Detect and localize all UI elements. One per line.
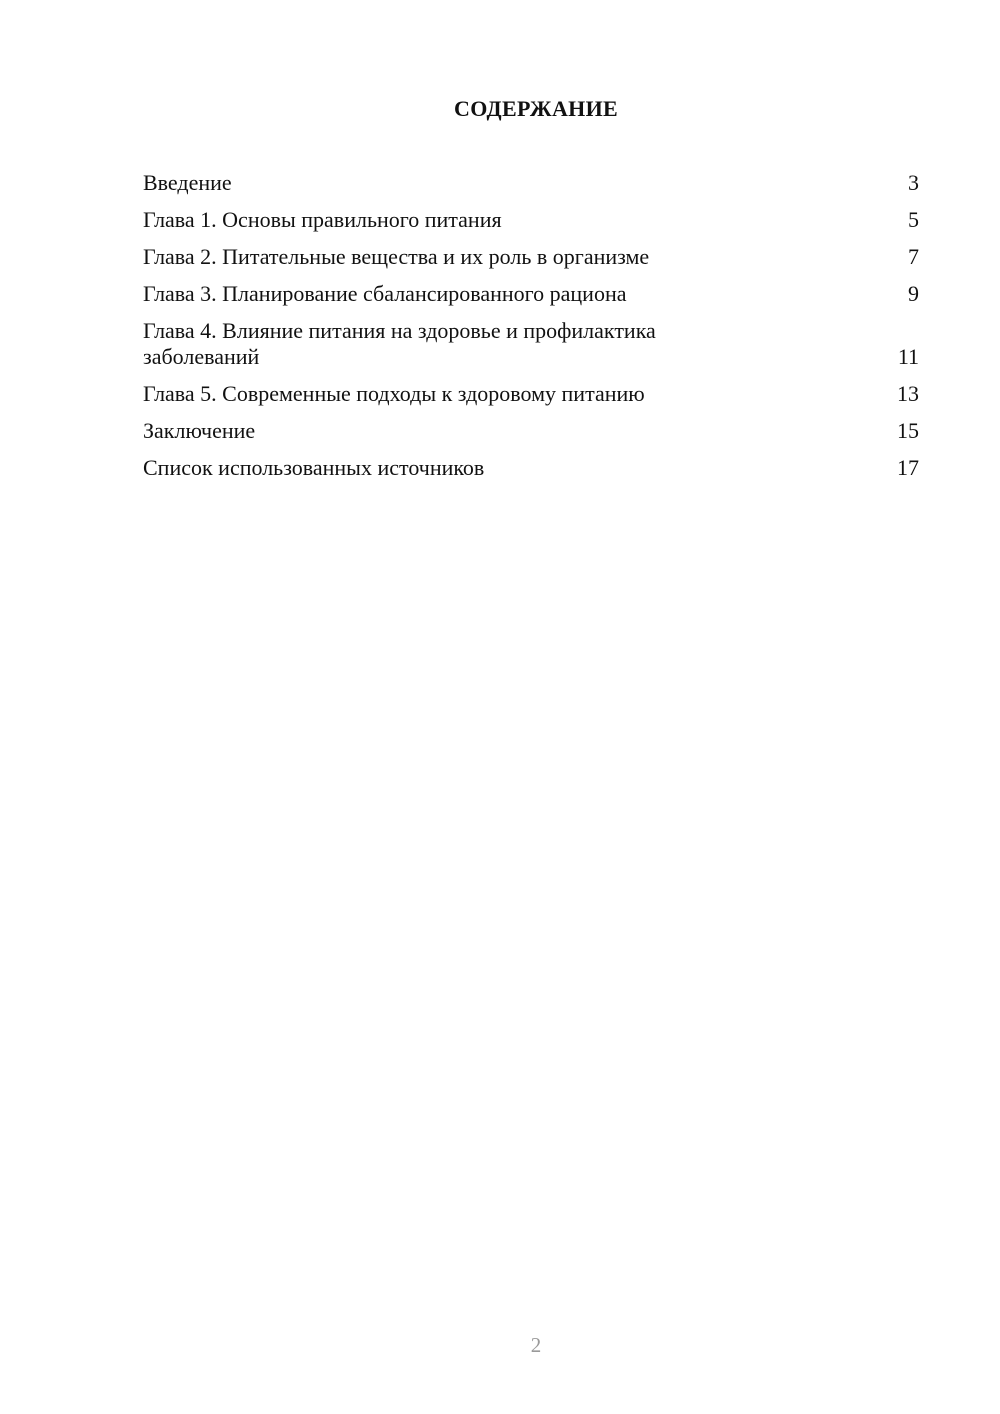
toc-entry-chapter-1 — [143, 207, 919, 233]
toc-entry-page: 15 — [897, 418, 919, 443]
toc-entry-label: Список использованных источников — [143, 455, 485, 480]
toc-entry-page: 7 — [908, 244, 919, 269]
toc-entry-label: Введение — [143, 170, 232, 195]
toc-entry-label: Заключение — [143, 418, 256, 443]
toc-entry-page: 13 — [897, 381, 919, 406]
toc-entry-label: Глава 1. Основы правильного питания — [143, 207, 502, 232]
toc-entry-introduction — [143, 170, 919, 196]
toc-entry-chapter-3 — [143, 281, 919, 307]
page-number: 2 — [530, 1333, 542, 1357]
toc-entry-page: 11 — [897, 344, 919, 369]
toc-entry-label: Глава 2. Питательные вещества и их роль в организме — [143, 244, 650, 269]
toc-entry-label: Глава 4. Влияние питания на здоровье и профилактика заболеваний — [143, 318, 656, 369]
toc-entry-references — [143, 455, 919, 481]
toc-entry-page: 5 — [908, 207, 919, 232]
toc-entry-page: 17 — [897, 455, 919, 480]
page-title: СОДЕРЖАНИЕ — [454, 96, 618, 121]
toc-entry-page: 3 — [908, 170, 919, 195]
toc-entry-label: Глава 5. Современные подходы к здоровому питанию — [143, 381, 645, 406]
table-of-contents — [143, 170, 919, 492]
toc-entry-chapter-2 — [143, 244, 919, 270]
toc-entry-chapter-5 — [143, 381, 919, 407]
toc-entry-chapter-4 — [143, 318, 919, 370]
toc-entry-conclusion — [143, 418, 919, 444]
toc-entry-page: 9 — [908, 281, 919, 306]
toc-entry-label: Глава 3. Планирование сбалансированного рациона — [143, 281, 627, 306]
